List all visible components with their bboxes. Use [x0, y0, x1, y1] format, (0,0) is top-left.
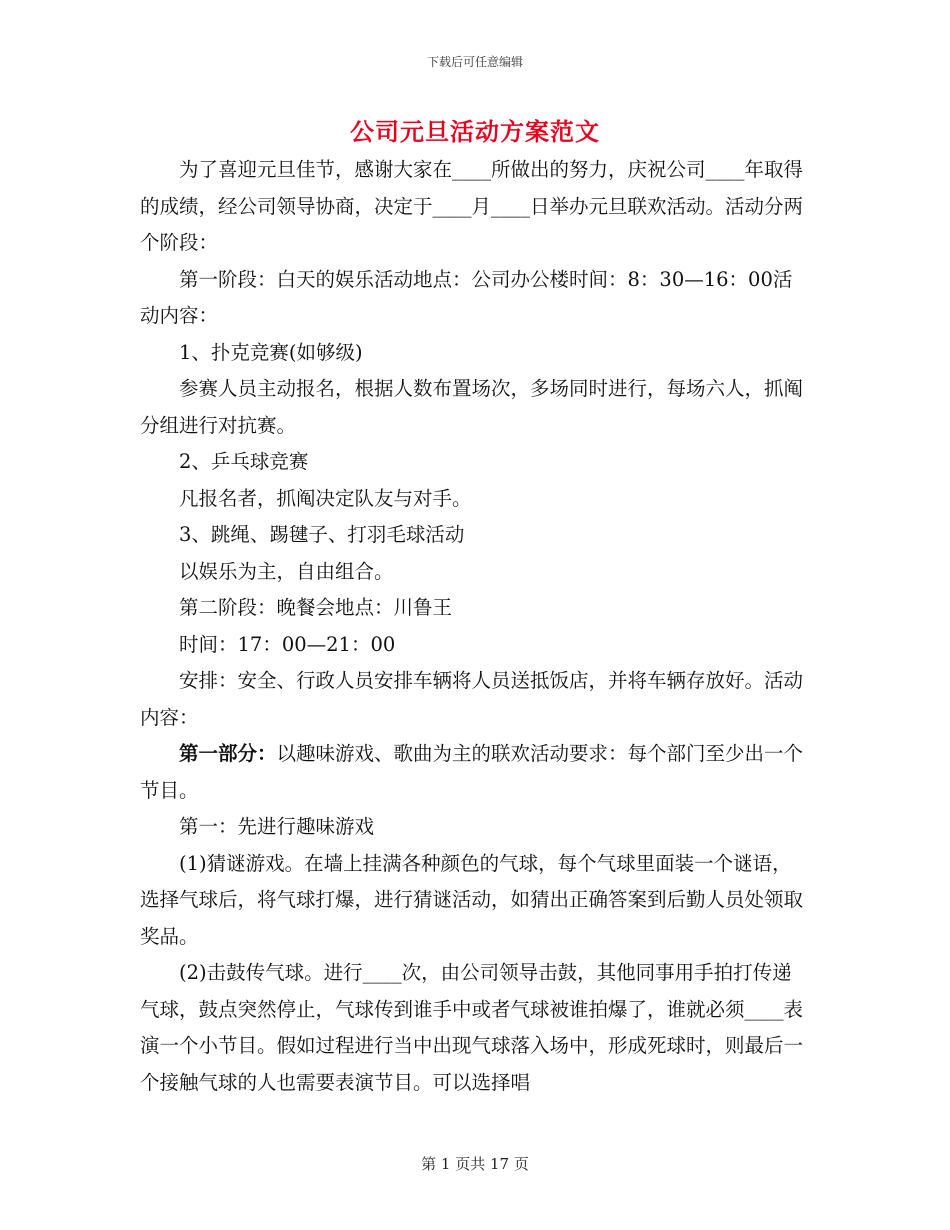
paragraph-activities-detail: 以娱乐为主，自由组合。: [179, 559, 394, 583]
document-body: [140, 152, 808, 1101]
paragraph-part-one: [140, 736, 808, 809]
paragraph-first-games: 第一：先进行趣味游戏: [179, 815, 375, 838]
part-one-text: 以趣味游戏、歌曲为主的联欢活动要求：每个部门至少出一个节目。: [140, 742, 804, 802]
paragraph-pingpong-detail: 凡报名者，抓阄决定队友与对手。: [179, 486, 472, 510]
paragraph-time: 时间：17：00—21：00: [179, 632, 396, 656]
paragraph-poker-detail: 参赛人员主动报名，根据人数布置场次，多场同时进行，每场六人，抓阄分组进行对抗赛。: [140, 377, 804, 437]
page-footer: 第 1 页共 17 页: [421, 1155, 529, 1173]
document-title: 公司元旦活动方案范文: [350, 117, 600, 146]
paragraph-item-activities: 3、跳绳、踢毽子、打羽毛球活动: [179, 523, 465, 546]
paragraph-arrangement: 安排：安全、行政人员安排车辆将人员送抵饭店，并将车辆存放好。活动内容：: [140, 669, 804, 729]
part-one-lead: 第一部分：: [179, 742, 277, 765]
paragraph-balloon-game: (2)击鼓传气球。进行____次，由公司领导击鼓，其他同事用手拍打传递气球，鼓点突然停止，气球传到谁手中或者气球被谁拍爆了，谁就必须____表演一个小节目。假如过程进行当中出现气球落入场中，形成死球时，则最后一个接触气球的人也需要表演节目。可以选择唱: [140, 961, 804, 1094]
paragraph-riddle-game: (1)猜谜游戏。在墙上挂满各种颜色的气球，每个气球里面装一个谜语，选择气球后，将气球打爆，进行猜谜活动，如猜出正确答案到后勤人员处领取奖品。: [140, 851, 804, 948]
paragraph-item-pingpong: 2、乒乓球竞赛: [179, 450, 309, 473]
paragraph-intro: 为了喜迎元旦佳节，感谢大家在____所做出的努力，庆祝公司____年取得的成绩，经公司领导协商，决定于____月____日举办元旦联欢活动。活动分两个阶段：: [140, 158, 804, 254]
header-note: 下载后可任意编辑: [426, 55, 523, 69]
paragraph-stage-two: 第二阶段：晚餐会地点：川鲁王: [179, 596, 453, 619]
paragraph-stage-one: 第一阶段：白天的娱乐活动地点：公司办公楼时间：8：30—16：00活动内容：: [140, 267, 793, 327]
paragraph-item-poker: 1、扑克竞赛(如够级): [179, 340, 363, 364]
